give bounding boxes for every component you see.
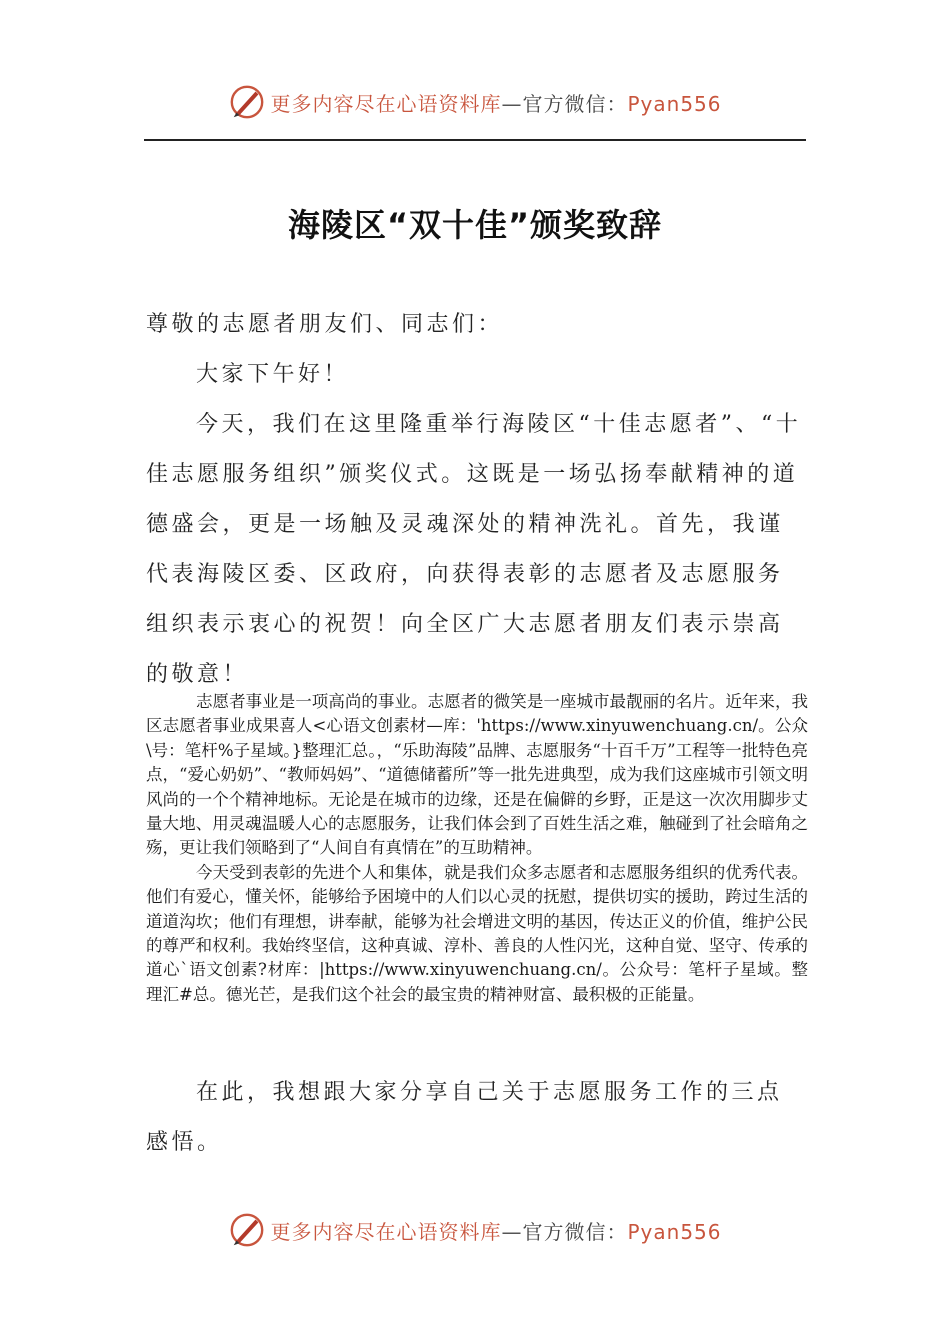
greeting: 大家下午好！ (196, 362, 350, 387)
salutation: 尊敬的志愿者朋友们、同志们： (146, 312, 504, 337)
closing-paragraph: 在此，我想跟大家分享自己关于志愿服务工作的三点感悟。 (146, 1080, 783, 1155)
pen-logo-icon (228, 1211, 266, 1249)
small-text-section (146, 690, 808, 1007)
paragraph-honorees: 今天受到表彰的先进个人和集体，就是我们众多志愿者和志愿服务组织的优秀代表。他们有爱心，懂关怀，能够给予困境中的人们以心灵的抚慰，提供切实的援助，跨过生活的道道沟坎；他们有理想，讲奉献，能够为社会增进文明的基因，传达正义的价值，维护公民的尊严和权利。我始终坚信，这种真诚、淳朴、善良的人性闪光，这种自觉、坚守、传承的道心`语文创素?材库：|https://www.xinyuwenchuang.cn/。公众号：笔杆子星域。整理汇#总。德光芒，是我们这个社会的最宝贵的精神财富、最积极的正能量。 (146, 862, 808, 1004)
closing-section (146, 1068, 806, 1168)
header-banner (0, 80, 950, 124)
opening-section (146, 300, 806, 700)
paragraph-volunteer-cause: 志愿者事业是一项高尚的事业。志愿者的微笑是一座城市最靓丽的名片。近年来，我区志愿者事业成果喜人<心语文创素材—库：'https://www.xinyuwenchuang.cn/。公众\号：笔杆%子星域。}整理汇总。，“乐助海陵”品牌、志愿服务“十百千万”工程等一批特色亮点，“爱心奶奶”、“教师妈妈”、“道德储蓄所”等一批先进典型，成为我们这座城市引领文明风尚的一个个精神地标。无论是在城市的边缘，还是在偏僻的乡野，正是这一次次用脚步丈量大地、用灵魂温暖人心的志愿服务，让我们体会到了百姓生活之难，触碰到了社会暗角之殇，更让我们领略到了“人间自有真情在”的互助精神。 (146, 692, 808, 858)
intro-paragraph: 今天，我们在这里隆重举行海陵区“十佳志愿者”、“十佳志愿服务组织”颁奖仪式。这既是一场弘扬奉献精神的道德盛会，更是一场触及灵魂深处的精神洗礼。首先，我谨代表海陵区委、区政府，向获得表彰的志愿者及志愿服务组织表示衷心的祝贺！向全区广大志愿者朋友们表示崇高的敬意！ (146, 412, 802, 687)
pen-logo-icon (228, 83, 266, 121)
footer-banner (0, 1208, 950, 1252)
footer-banner-text: 更多内容尽在心语资料库—官方微信：Pyan556 (270, 1219, 722, 1244)
document-title: 海陵区“双十佳”颁奖致辞 (287, 206, 663, 244)
header-banner-text: 更多内容尽在心语资料库—官方微信：Pyan556 (270, 91, 722, 116)
header-divider (144, 139, 806, 141)
